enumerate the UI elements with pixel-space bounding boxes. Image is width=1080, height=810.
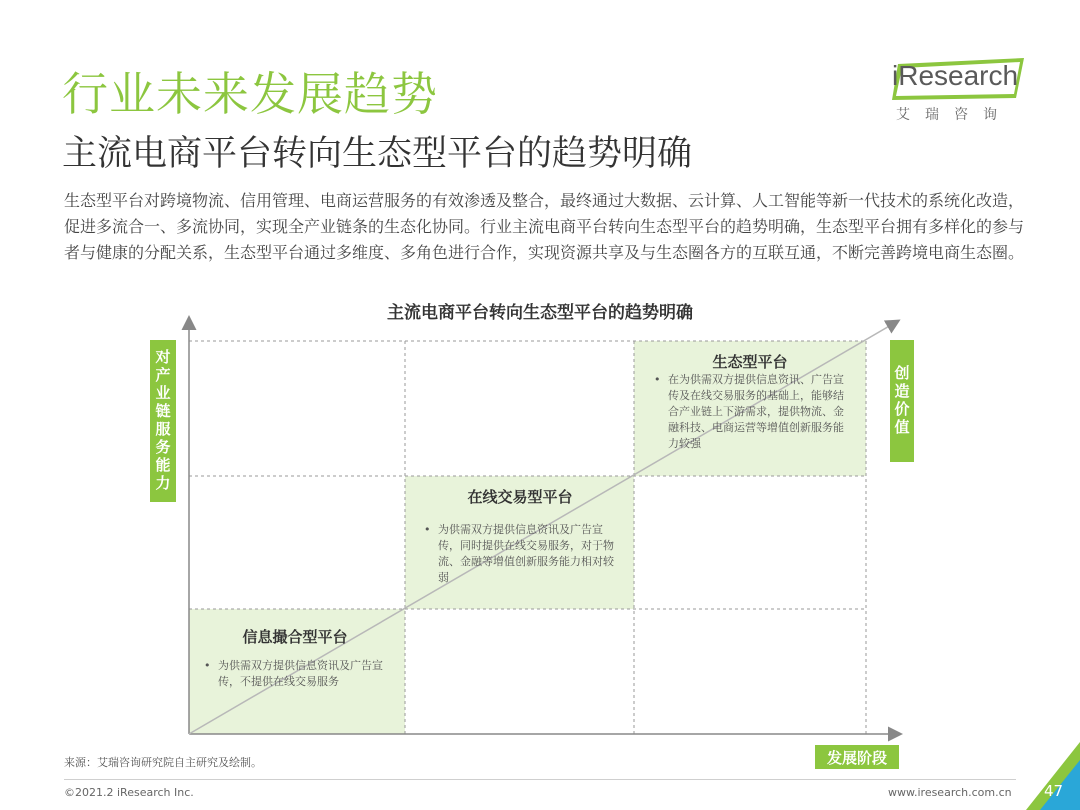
description-paragraph: 生态型平台对跨境物流、信用管理、电商运营服务的有效渗透及整合，最终通过大数据、云计算、人工智能等新一代技术的系统化改造，促进多流合一、多流协同，实现全产业链条的生态化协同。行业主流电商平台转向生态型平台的趋势明确，生态型平台拥有多样化的参与者与健康的分配关系，生态型平台通过多维度、多角色进行合作，实现资源共享及与生态圈各方的互联互通，不断完善跨境电商生态圈。 xyxy=(64,191,1025,262)
diagram-title: 主流电商平台转向生态型平台的趋势明确 xyxy=(387,303,693,323)
y-axis-label: 对产业链服务能力 xyxy=(150,340,176,502)
page-title: 行业未来发展趋势 xyxy=(62,67,438,121)
bullet-icon: • xyxy=(654,373,661,386)
page-number: 47 xyxy=(1044,782,1064,800)
stage-2-text-content: 为供需双方提供信息资讯及广告宣传，同时提供在线交易服务，对于物流、金融等增值创新服务能力相对较弱 xyxy=(438,523,614,584)
bullet-icon: • xyxy=(204,659,211,672)
source-note: 来源：艾瑞咨询研究院自主研究及绘制。 xyxy=(64,756,262,769)
website-link[interactable]: www.iresearch.com.cn xyxy=(888,786,1012,799)
stage-1-text-content: 为供需双方提供信息资讯及广告宣传，不提供在线交易服务 xyxy=(218,659,383,688)
x-axis-label: 发展阶段 xyxy=(815,745,899,769)
page-subtitle: 主流电商平台转向生态型平台的趋势明确 xyxy=(62,134,693,174)
logo-brand-text: iResearch xyxy=(892,60,1019,91)
logo-cn-text: 艾瑞咨询 xyxy=(896,107,1012,123)
copyright: ©2021.2 iResearch Inc. xyxy=(64,786,194,799)
value-label: 创造价值 xyxy=(890,340,914,462)
bullet-icon: • xyxy=(424,523,431,536)
stage-3-text-content: 在为供需双方提供信息资讯、广告宣传及在线交易服务的基础上，能够结合产业链上下游需求，提供物流、金融科技、电商运营等增值创新服务能力较强 xyxy=(668,373,844,450)
stage-2-title: 在线交易型平台 xyxy=(467,488,573,506)
stage-1-title: 信息撮合型平台 xyxy=(242,628,348,646)
stage-3-title: 生态型平台 xyxy=(712,353,788,371)
